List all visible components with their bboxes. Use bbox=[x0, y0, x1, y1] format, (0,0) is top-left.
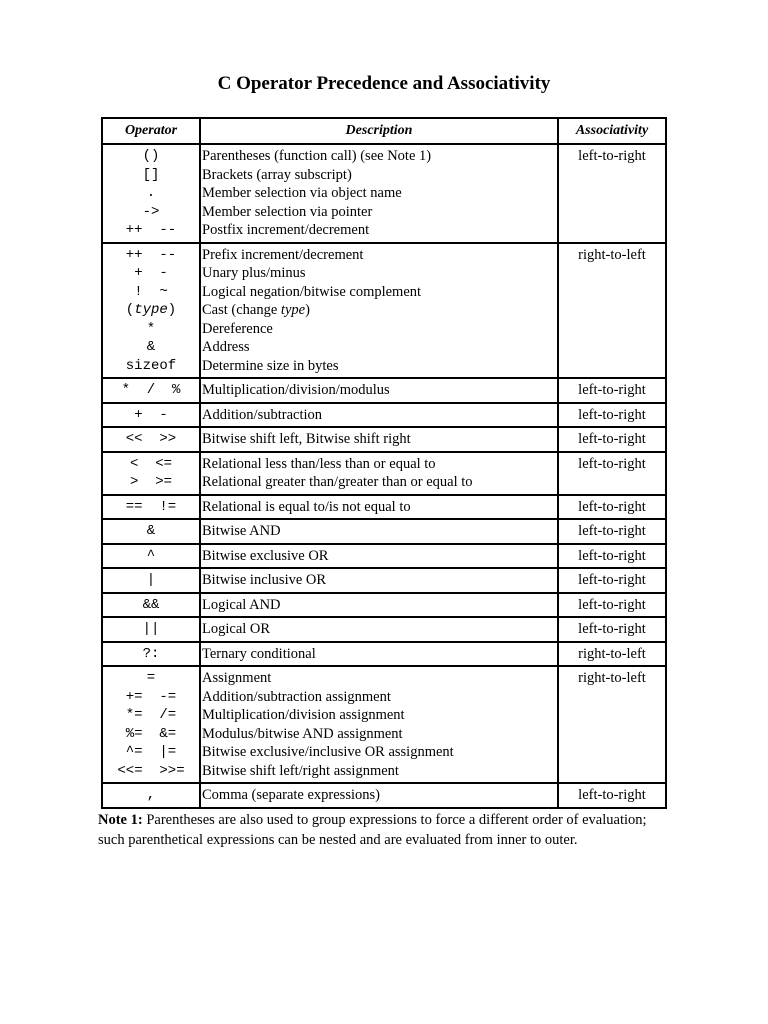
description-cell bbox=[200, 144, 558, 243]
description-cell bbox=[200, 427, 558, 452]
header-operator: Operator bbox=[102, 118, 200, 144]
associativity-cell bbox=[558, 617, 666, 642]
operator-symbol: += -= bbox=[125, 688, 177, 705]
description-text: Brackets (array subscript) bbox=[202, 166, 352, 183]
table-header-row bbox=[102, 118, 666, 144]
page-title: C Operator Precedence and Associativity bbox=[217, 73, 551, 94]
description-text: Bitwise shift left/right assignment bbox=[202, 762, 399, 779]
associativity-cell bbox=[558, 783, 666, 808]
associativity-text: right-to-left bbox=[578, 645, 646, 662]
operator-symbol: ?: bbox=[142, 645, 160, 662]
description-cell bbox=[200, 519, 558, 544]
table-row bbox=[102, 519, 666, 544]
associativity-cell bbox=[558, 452, 666, 495]
associativity-cell bbox=[558, 642, 666, 667]
associativity-text: left-to-right bbox=[578, 787, 646, 803]
table-row bbox=[102, 544, 666, 569]
table-row bbox=[102, 593, 666, 618]
description-cell bbox=[200, 403, 558, 428]
operator-cell bbox=[102, 495, 200, 520]
table-row bbox=[102, 568, 666, 593]
operator-cell bbox=[102, 519, 200, 544]
description-text: Bitwise shift left, Bitwise shift right bbox=[202, 431, 411, 447]
description-text: Cast (change type) bbox=[202, 302, 310, 318]
operator-symbol: -> bbox=[142, 203, 160, 220]
description-text: Determine size in bytes bbox=[202, 357, 339, 374]
description-text: Comma (separate expressions) bbox=[202, 787, 380, 803]
associativity-text: left-to-right bbox=[578, 498, 646, 515]
associativity-text: left-to-right bbox=[578, 572, 646, 588]
description-text: Relational is equal to/is not equal to bbox=[202, 498, 411, 515]
description-text: Prefix increment/decrement bbox=[202, 246, 364, 263]
operator-cell bbox=[102, 568, 200, 593]
description-text: Dereference bbox=[202, 320, 273, 337]
operator-symbol: ^= |= bbox=[125, 744, 177, 760]
operator-symbol: = bbox=[146, 670, 156, 686]
footnote-label: Note 1: bbox=[98, 812, 143, 828]
description-cell bbox=[200, 544, 558, 569]
table-row bbox=[102, 452, 666, 495]
associativity-cell bbox=[558, 378, 666, 403]
description-text: Multiplication/division assignment bbox=[202, 707, 405, 723]
operator-symbol: *= /= bbox=[125, 707, 177, 723]
operator-symbol: . bbox=[146, 185, 156, 201]
table-row bbox=[102, 243, 666, 379]
footnote bbox=[98, 810, 674, 850]
description-text: Addition/subtraction assignment bbox=[202, 688, 391, 705]
operator-symbol: [] bbox=[142, 166, 160, 183]
description-cell bbox=[200, 593, 558, 618]
operator-cell bbox=[102, 783, 200, 808]
table-row bbox=[102, 666, 666, 783]
description-text: Logical OR bbox=[202, 621, 271, 637]
operator-cell bbox=[102, 403, 200, 428]
table-row bbox=[102, 378, 666, 403]
operator-symbol: ++ -- bbox=[125, 246, 177, 263]
description-text: Bitwise inclusive OR bbox=[202, 572, 327, 588]
operator-cell bbox=[102, 452, 200, 495]
description-cell bbox=[200, 495, 558, 520]
associativity-text: left-to-right bbox=[578, 382, 646, 398]
table-row bbox=[102, 617, 666, 642]
header-description: Description bbox=[200, 118, 558, 144]
description-text: Relational less than/less than or equal to bbox=[202, 455, 436, 472]
footnote-text: Parentheses are also used to group expressions to force a different order of evaluation; such parenthetical expressions can be nested and are evaluated from inner to outer. bbox=[98, 812, 647, 848]
operator-symbol: () bbox=[142, 148, 160, 164]
associativity-text: left-to-right bbox=[578, 596, 646, 613]
associativity-cell bbox=[558, 666, 666, 783]
operator-cell bbox=[102, 378, 200, 403]
description-text: Logical AND bbox=[202, 596, 281, 613]
associativity-text: left-to-right bbox=[578, 406, 646, 423]
operator-symbol: <<= >>= bbox=[117, 762, 185, 779]
description-cell bbox=[200, 378, 558, 403]
description-text: Addition/subtraction bbox=[202, 406, 323, 423]
description-cell bbox=[200, 666, 558, 783]
associativity-cell bbox=[558, 519, 666, 544]
operator-symbol: + - bbox=[134, 406, 168, 423]
associativity-text: left-to-right bbox=[578, 455, 646, 472]
operator-cell bbox=[102, 144, 200, 243]
table-row bbox=[102, 427, 666, 452]
description-text: Postfix increment/decrement bbox=[202, 222, 370, 238]
operator-symbol: * / % bbox=[121, 382, 181, 398]
operator-symbol: | bbox=[146, 572, 156, 588]
operator-cell bbox=[102, 427, 200, 452]
description-text: Bitwise exclusive OR bbox=[202, 547, 329, 564]
description-text: Modulus/bitwise AND assignment bbox=[202, 725, 403, 742]
operator-symbol: < <= bbox=[129, 455, 172, 472]
operator-symbol: << >> bbox=[125, 431, 177, 447]
operator-symbol: & bbox=[146, 339, 156, 355]
description-text: Address bbox=[202, 339, 250, 355]
associativity-text: left-to-right bbox=[578, 621, 646, 637]
associativity-cell bbox=[558, 144, 666, 243]
operator-cell bbox=[102, 642, 200, 667]
operator-table bbox=[101, 117, 667, 809]
description-cell bbox=[200, 452, 558, 495]
description-text: Logical negation/bitwise complement bbox=[202, 283, 422, 300]
description-cell bbox=[200, 568, 558, 593]
associativity-text: left-to-right bbox=[578, 148, 646, 164]
description-text: Unary plus/minus bbox=[202, 265, 306, 281]
operator-cell bbox=[102, 666, 200, 783]
table-row bbox=[102, 495, 666, 520]
table-row bbox=[102, 642, 666, 667]
description-text: Ternary conditional bbox=[202, 645, 316, 662]
table-body bbox=[102, 144, 666, 808]
operator-cell bbox=[102, 544, 200, 569]
operator-cell bbox=[102, 243, 200, 379]
description-text: Parentheses (function call) (see Note 1) bbox=[202, 148, 432, 164]
operator-cell bbox=[102, 593, 200, 618]
operator-symbol: * bbox=[146, 320, 156, 337]
associativity-cell bbox=[558, 568, 666, 593]
associativity-cell bbox=[558, 403, 666, 428]
associativity-text: left-to-right bbox=[578, 523, 646, 539]
operator-symbol: && bbox=[142, 596, 160, 613]
associativity-text: right-to-left bbox=[578, 246, 646, 263]
operator-symbol: %= &= bbox=[125, 725, 177, 742]
table-row bbox=[102, 783, 666, 808]
description-cell bbox=[200, 617, 558, 642]
description-text: Bitwise AND bbox=[202, 523, 281, 539]
description-text: Multiplication/division/modulus bbox=[202, 382, 390, 398]
description-text: Relational greater than/greater than or equal to bbox=[202, 474, 473, 490]
description-text: Member selection via object name bbox=[202, 185, 402, 201]
operator-symbol: , bbox=[146, 787, 156, 803]
table-row bbox=[102, 144, 666, 243]
operator-symbol: & bbox=[146, 523, 156, 539]
associativity-text: left-to-right bbox=[578, 547, 646, 564]
description-cell bbox=[200, 783, 558, 808]
table-row bbox=[102, 403, 666, 428]
header-associativity: Associativity bbox=[558, 118, 666, 144]
operator-symbol: + - bbox=[134, 265, 168, 281]
operator-symbol: ! ~ bbox=[134, 283, 168, 300]
description-text: Member selection via pointer bbox=[202, 203, 373, 220]
operator-symbol: > >= bbox=[129, 474, 172, 490]
associativity-cell bbox=[558, 243, 666, 379]
associativity-cell bbox=[558, 544, 666, 569]
description-cell bbox=[200, 642, 558, 667]
operator-symbol: (type) bbox=[125, 302, 177, 318]
operator-cell bbox=[102, 617, 200, 642]
description-text: Bitwise exclusive/inclusive OR assignment bbox=[202, 744, 454, 760]
operator-symbol: || bbox=[142, 621, 160, 637]
operator-symbol: sizeof bbox=[125, 357, 177, 374]
associativity-cell bbox=[558, 495, 666, 520]
associativity-cell bbox=[558, 427, 666, 452]
operator-symbol: ^ bbox=[146, 547, 156, 564]
associativity-cell bbox=[558, 593, 666, 618]
associativity-text: right-to-left bbox=[578, 670, 646, 686]
description-cell bbox=[200, 243, 558, 379]
description-text: Assignment bbox=[202, 670, 272, 686]
operator-symbol: ++ -- bbox=[125, 222, 177, 238]
operator-symbol: == != bbox=[125, 498, 177, 515]
associativity-text: left-to-right bbox=[578, 431, 646, 447]
